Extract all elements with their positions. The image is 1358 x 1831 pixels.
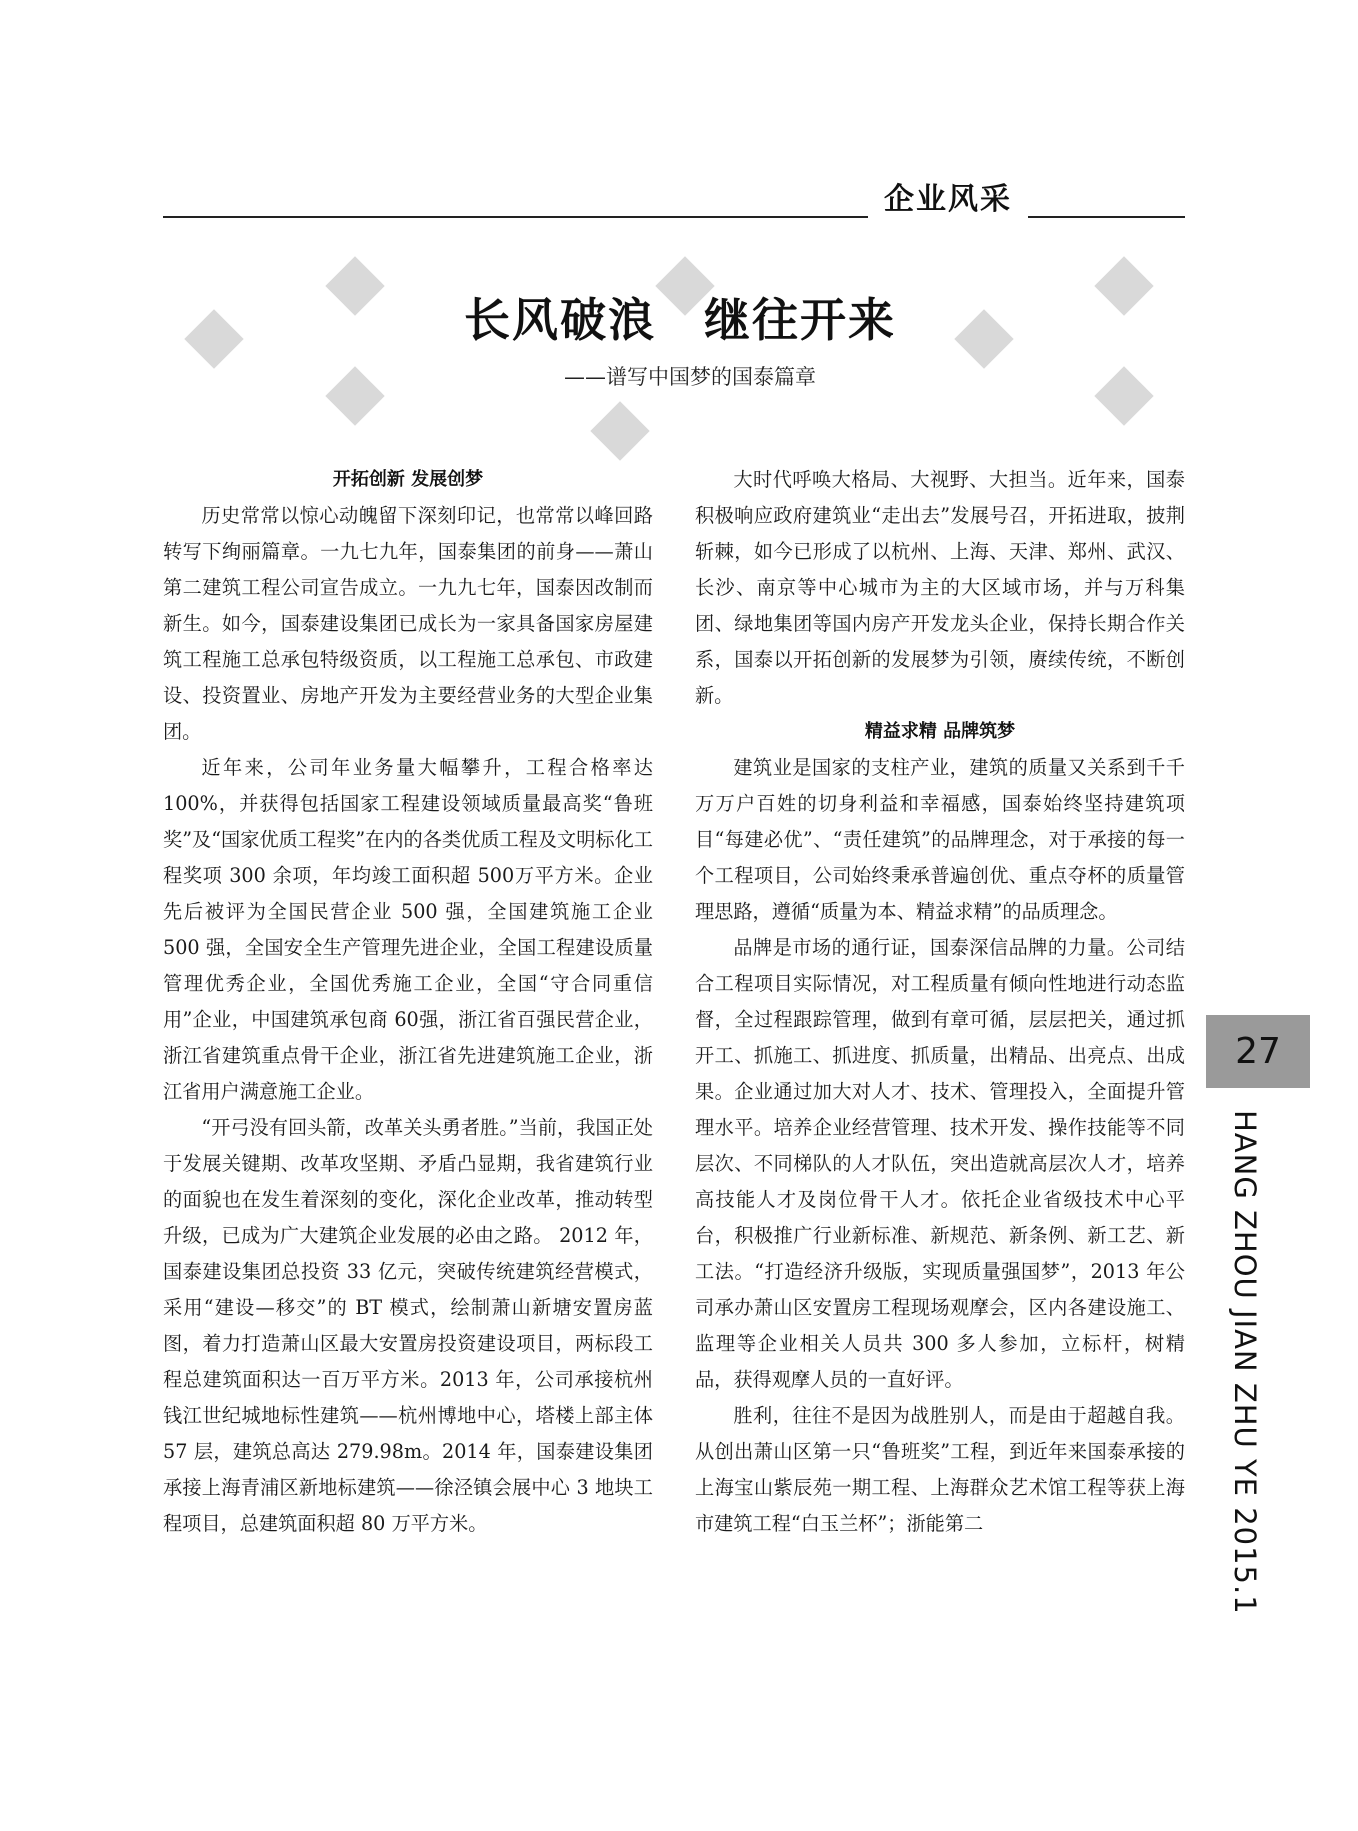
paragraph: “开弓没有回头箭，改革关头勇者胜。”当前，我国正处于发展关键期、改革攻坚期、矛盾凸显期，我省建筑行业的面貌也在发生着深刻的变化，深化企业改革，推动转型升级，已成为广大建筑企业发展的必由之路。 2012 年，国泰建设集团总投资 33 亿元，突破传统建筑经营模式，采用“建设—移交”的 BT 模式，绘制萧山新塘安置房蓝图，着力打造萧山区最大安置房投资建设项目，两标段工程总建筑面积达一百万平方米。2013 年，公司承接杭州钱江世纪城地标性建筑——杭州博地中心，塔楼上部主体 57 层，建筑总高达 279.98m。2014 年，国泰建设集团承接上海青浦区新地标建筑——徐泾镇会展中心 3 地块工程项目，总建筑面积超 80 万平方米。 <box>163 1116 653 1535</box>
header-rule-right <box>1028 216 1185 218</box>
decor-diamond <box>325 256 384 315</box>
paragraph: 大时代呼唤大格局、大视野、大担当。近年来，国泰积极响应政府建筑业“走出去”发展号召，开拓进取，披荆斩棘，如今已形成了以杭州、上海、天津、郑州、武汉、长沙、南京等中心城市为主的大区域市场，并与万科集团、绿地集团等国内房产开发龙头企业，保持长期合作关系，国泰以开拓创新的发展梦为引领，赓续传统，不断创新。 <box>695 468 1185 707</box>
paragraph: 品牌是市场的通行证，国泰深信品牌的力量。公司结合工程项目实际情况，对工程质量有倾向性地进行动态监督，全过程跟踪管理，做到有章可循，层层把关，通过抓开工、抓施工、抓进度、抓质量，出精品、出亮点、出成果。企业通过加大对人才、技术、管理投入，全面提升管理水平。培养企业经营管理、技术开发、操作技能等不同层次、不同梯队的人才队伍，突出造就高层次人才，培养高技能人才及岗位骨干人才。依托企业省级技术中心平台，积极推广行业新标准、新规范、新条例、新工艺、新工法。“打造经济升级版，实现质量强国梦”，2013 年公司承办萧山区安置房工程现场观摩会，区内各建设施工、监理等企业相关人员共 300 多人参加，立标杆，树精品，获得观摩人员的一直好评。 <box>695 936 1185 1391</box>
decor-diamond <box>184 309 243 368</box>
journal-name: HANG ZHOU JIAN ZHU YE 2015.1 <box>1228 1110 1262 1615</box>
paragraph: 近年来，公司年业务量大幅攀升，工程合格率达100%，并获得包括国家工程建设领域质量最高奖“鲁班奖”及“国家优质工程奖”在内的各类优质工程及文明标化工程奖项 300 余项，年均竣工面积超 500万平方米。企业先后被评为全国民营企业 500 强，全国建筑施工企业 500 强，全国安全生产管理先进企业，全国工程建设质量管理优秀企业，全国优秀施工企业，全国“守合同重信用”企业，中国建筑承包商 60强，浙江省百强民营企业，浙江省建筑重点骨干企业，浙江省先进建筑施工企业，浙江省用户满意施工企业。 <box>163 756 653 1103</box>
decor-diamond <box>590 401 649 460</box>
page-number: 27 <box>1206 1015 1310 1088</box>
paragraph: 历史常常以惊心动魄留下深刻印记，也常常以峰回路转写下绚丽篇章。一九七九年，国泰集团的前身——萧山第二建筑工程公司宣告成立。一九九七年，国泰因改制而新生。如今，国泰建设集团已成长为一家具备国家房屋建筑工程施工总承包特级资质，以工程施工总承包、市政建设、投资置业、房地产开发为主要经营业务的大型企业集团。 <box>163 504 653 743</box>
paragraph: 胜利，往往不是因为战胜别人，而是由于超越自我。从创出萧山区第一只“鲁班奖”工程，到近年来国泰承接的上海宝山紫辰苑一期工程、上海群众艺术馆工程等获上海市建筑工程“白玉兰杯”；浙能第二 <box>695 1404 1185 1535</box>
left-column <box>163 462 653 1542</box>
section-heading: 开拓创新 发展创梦 <box>332 469 484 490</box>
decor-diamond <box>1094 256 1153 315</box>
right-column <box>695 462 1185 1542</box>
header-rule-left <box>163 216 868 218</box>
decor-diamond <box>325 366 384 425</box>
section-label: 企业风采 <box>884 182 1012 217</box>
article-subtitle: ——谱写中国梦的国泰篇章 <box>564 365 816 389</box>
paragraph: 建筑业是国家的支柱产业，建筑的质量又关系到千千万万户百姓的切身利益和幸福感，国泰始终坚持建筑项目“每建必优”、“责任建筑”的品牌理念，对于承接的每一个工程项目，公司始终秉承普遍创优、重点夺杯的质量管理思路，遵循“质量为本、精益求精”的品质理念。 <box>695 756 1185 923</box>
article-title: 长风破浪 继往开来 <box>464 293 896 347</box>
decor-diamond <box>1094 366 1153 425</box>
section-heading: 精益求精 品牌筑梦 <box>864 721 1016 742</box>
